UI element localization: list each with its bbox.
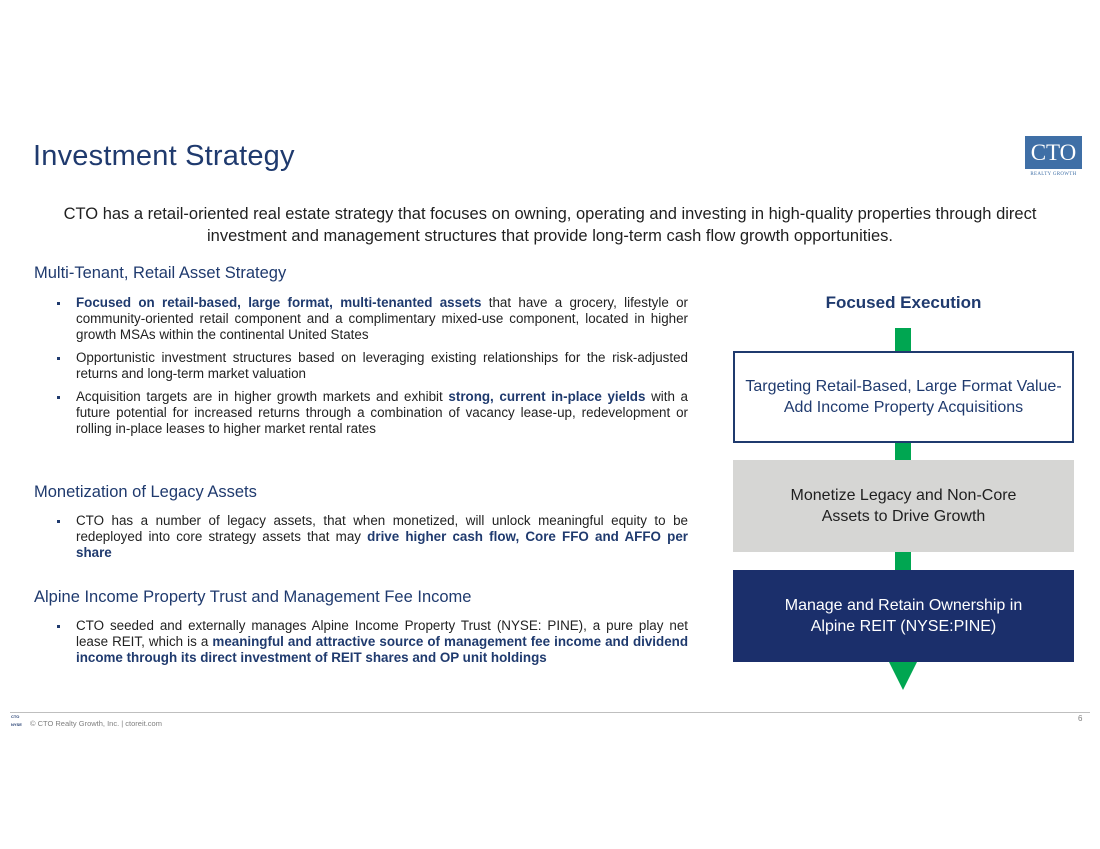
bullet-text: with a future potential for increased returns through a combination of vacancy lease-up, redevelopment or rolling in-place leases to higher market rental rates [76,389,688,436]
step-alpine-reit-label: Manage and Retain Ownership in Alpine REIT (NYSE:PINE) [784,597,1023,635]
bullet-emphasis: Focused on retail-based, large format, multi-tenanted assets [76,295,482,310]
bullet-text: Opportunistic investment structures based on leveraging existing relationships for the risk-adjusted returns and long-term market valuation [76,350,688,381]
logo-tagline: REALTY GROWTH [1030,172,1077,177]
logo-box [1025,136,1082,169]
footer-divider [10,712,1090,713]
connector-1-2 [895,443,911,460]
footer-logo-text: CTO [11,714,20,719]
bullet-list-alpine [56,618,688,673]
footer-copyright: © CTO Realty Growth, Inc. | ctoreit.com [30,719,162,728]
connector-2-3 [895,552,911,570]
connector-top [895,328,911,351]
footer-logo-exchange: NYSE [11,721,22,727]
bullet-emphasis: meaningful and attractive source of management fee income and dividend income through its direct investment of REIT shares and OP unit holdings [76,634,689,665]
bullet-item [56,295,688,343]
bullet-text: that have a grocery, lifestyle or community-oriented retail component and a complimentary mixed-use component, located in higher growth MSAs within the continental United States [76,295,688,342]
bullet-emphasis: strong, current in-place yields [448,389,646,404]
step-acquisitions [733,351,1074,443]
bullet-item [56,513,688,561]
section-heading-alpine: Alpine Income Property Trust and Management Fee Income [34,588,472,606]
logo-text: CTO [1030,140,1077,165]
company-logo [1025,136,1082,182]
step-monetize-legacy-label: Monetize Legacy and Non-Core Assets to Drive Growth [790,487,1017,525]
page-number: 6 [1078,714,1083,723]
page-title: Investment Strategy [33,140,295,172]
bullet-list-legacy-assets [56,513,688,568]
bullet-text: Acquisition targets are in higher growth markets and exhibit [76,389,449,404]
step-acquisitions-label: Targeting Retail-Based, Large Format Value-Add Income Property Acquisitions [745,378,1062,416]
bullet-item [56,389,688,437]
bullet-item [56,618,688,666]
section-heading-legacy-assets: Monetization of Legacy Assets [34,483,257,501]
bullet-emphasis: drive higher cash flow, Core FFO and AFFO per share [76,529,688,560]
step-monetize-legacy [733,460,1074,552]
bullet-text: CTO seeded and externally manages Alpine Income Property Trust (NYSE: PINE), a pure play net lease REIT, which is a [76,618,688,649]
footer-logo [11,715,25,729]
bullet-item [56,350,688,382]
focused-execution-title: Focused Execution [825,293,982,312]
section-heading-multi-tenant: Multi-Tenant, Retail Asset Strategy [34,264,287,282]
step-alpine-reit [733,570,1074,662]
bullet-list-multi-tenant [56,295,688,444]
bullet-text: CTO has a number of legacy assets, that when monetized, will unlock meaningful equity to be redeployed into core strategy assets that may [76,513,688,544]
down-arrow-icon [889,662,917,690]
intro-paragraph: CTO has a retail-oriented real estate strategy that focuses on owning, operating and investing in high-quality properties through direct investment and management structures that provide long-term cash flow growth opportunities. [63,205,1037,245]
